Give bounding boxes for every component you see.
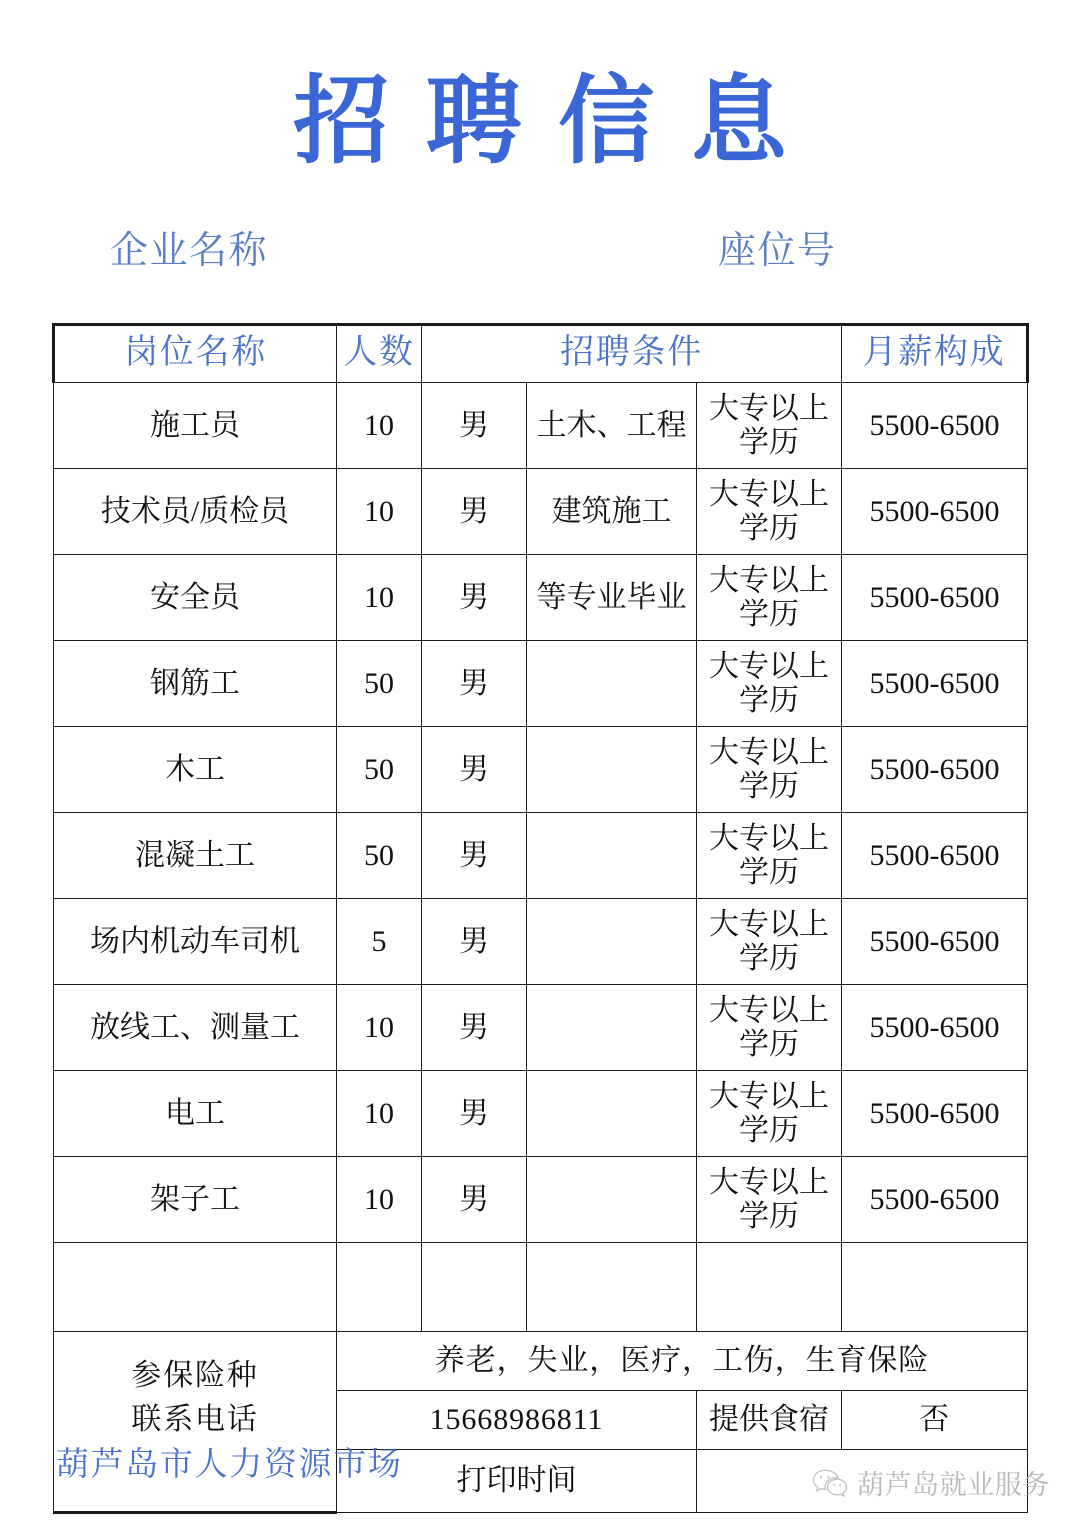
footer-labels-cell xyxy=(54,1332,403,1513)
cell-count: 50 xyxy=(337,813,422,899)
header-salary: 月薪构成 xyxy=(842,325,1028,383)
cell-salary: 5500-6500 xyxy=(842,813,1028,899)
cell-count: 50 xyxy=(337,727,422,813)
cell-requirement xyxy=(527,813,697,899)
cell-requirement xyxy=(527,899,697,985)
wechat-icon xyxy=(812,1468,848,1498)
cell-position: 木工 xyxy=(54,727,337,813)
cell-education: 大专以上学历 xyxy=(697,727,842,813)
header-position: 岗位名称 xyxy=(54,325,337,383)
header-requirements: 招聘条件 xyxy=(422,325,842,383)
cell-education: 大专以上学历 xyxy=(697,383,842,469)
insurance-label: 参保险种 xyxy=(131,1359,259,1393)
insurance-value: 养老，失业，医疗，工伤，生育保险 xyxy=(337,1332,1028,1391)
spacer-cell xyxy=(697,1243,842,1332)
cell-position: 钢筋工 xyxy=(54,641,337,727)
cell-education: 大专以上学历 xyxy=(697,1157,842,1243)
cell-count: 10 xyxy=(337,1071,422,1157)
cell-count: 10 xyxy=(337,1157,422,1243)
cell-gender: 男 xyxy=(422,899,527,985)
cell-requirement xyxy=(527,641,697,727)
cell-salary: 5500-6500 xyxy=(842,1071,1028,1157)
cell-count: 5 xyxy=(337,899,422,985)
phone-label: 联系电话 xyxy=(131,1403,259,1437)
cell-gender: 男 xyxy=(422,383,527,469)
cell-position: 放线工、测量工 xyxy=(54,985,337,1071)
cell-education: 大专以上学历 xyxy=(697,1071,842,1157)
print-time-label: 打印时间 xyxy=(337,1450,697,1513)
cell-gender: 男 xyxy=(422,641,527,727)
seat-number-label: 座位号 xyxy=(718,230,837,272)
cell-requirement xyxy=(527,1071,697,1157)
cell-salary: 5500-6500 xyxy=(842,641,1028,727)
table-row xyxy=(54,813,1028,899)
table-header-row xyxy=(54,325,1028,383)
spacer-cell xyxy=(54,1243,337,1332)
cell-salary: 5500-6500 xyxy=(842,727,1028,813)
table-row xyxy=(54,641,1028,727)
cell-count: 10 xyxy=(337,383,422,469)
cell-education: 大专以上学历 xyxy=(697,469,842,555)
table-row xyxy=(54,469,1028,555)
cell-position: 施工员 xyxy=(54,383,337,469)
cell-count: 10 xyxy=(337,555,422,641)
cell-salary: 5500-6500 xyxy=(842,1157,1028,1243)
cell-count: 50 xyxy=(337,641,422,727)
table-row xyxy=(54,727,1028,813)
cell-position: 安全员 xyxy=(54,555,337,641)
cell-requirement: 等专业毕业 xyxy=(527,555,697,641)
insurance-row xyxy=(54,1332,1028,1391)
table-row xyxy=(54,1071,1028,1157)
board-value: 否 xyxy=(842,1391,1028,1450)
cell-requirement xyxy=(527,727,697,813)
table-row xyxy=(54,383,1028,469)
cell-position: 电工 xyxy=(54,1071,337,1157)
cell-education: 大专以上学历 xyxy=(697,899,842,985)
cell-gender: 男 xyxy=(422,985,527,1071)
company-name-label: 企业名称 xyxy=(110,230,269,272)
cell-gender: 男 xyxy=(422,1071,527,1157)
cell-position: 架子工 xyxy=(54,1157,337,1243)
header-count: 人数 xyxy=(337,325,422,383)
cell-salary: 5500-6500 xyxy=(842,469,1028,555)
cell-education: 大专以上学历 xyxy=(697,813,842,899)
table-row xyxy=(54,985,1028,1071)
cell-salary: 5500-6500 xyxy=(842,985,1028,1071)
cell-count: 10 xyxy=(337,469,422,555)
page-title: 招聘信息 xyxy=(293,68,824,175)
cell-position: 场内机动车司机 xyxy=(54,899,337,985)
recruitment-table xyxy=(52,323,1029,1514)
table-row xyxy=(54,555,1028,641)
table-row xyxy=(54,1157,1028,1243)
spacer-cell xyxy=(337,1243,422,1332)
cell-gender: 男 xyxy=(422,555,527,641)
cell-salary: 5500-6500 xyxy=(842,383,1028,469)
cell-salary: 5500-6500 xyxy=(842,899,1028,985)
cell-position: 混凝土工 xyxy=(54,813,337,899)
board-label: 提供食宿 xyxy=(697,1391,842,1450)
market-label: 葫芦岛市人力资源市场 xyxy=(56,1446,403,1483)
cell-education: 大专以上学历 xyxy=(697,985,842,1071)
cell-count: 10 xyxy=(337,985,422,1071)
cell-gender: 男 xyxy=(422,469,527,555)
cell-gender: 男 xyxy=(422,727,527,813)
cell-education: 大专以上学历 xyxy=(697,555,842,641)
cell-gender: 男 xyxy=(422,1157,527,1243)
table-row xyxy=(54,899,1028,985)
watermark-text: 葫芦岛就业服务 xyxy=(857,1470,1050,1500)
cell-position: 技术员/质检员 xyxy=(54,469,337,555)
table-spacer-row xyxy=(54,1243,1028,1332)
spacer-cell xyxy=(527,1243,697,1332)
spacer-cell xyxy=(842,1243,1028,1332)
cell-education: 大专以上学历 xyxy=(697,641,842,727)
cell-requirement xyxy=(527,1157,697,1243)
subtitle-row xyxy=(0,232,1080,292)
cell-requirement: 建筑施工 xyxy=(527,469,697,555)
cell-requirement: 土木、工程 xyxy=(527,383,697,469)
spacer-cell xyxy=(422,1243,527,1332)
cell-salary: 5500-6500 xyxy=(842,555,1028,641)
cell-gender: 男 xyxy=(422,813,527,899)
watermark xyxy=(812,1463,1050,1502)
cell-requirement xyxy=(527,985,697,1071)
phone-value: 15668986811 xyxy=(337,1391,697,1450)
